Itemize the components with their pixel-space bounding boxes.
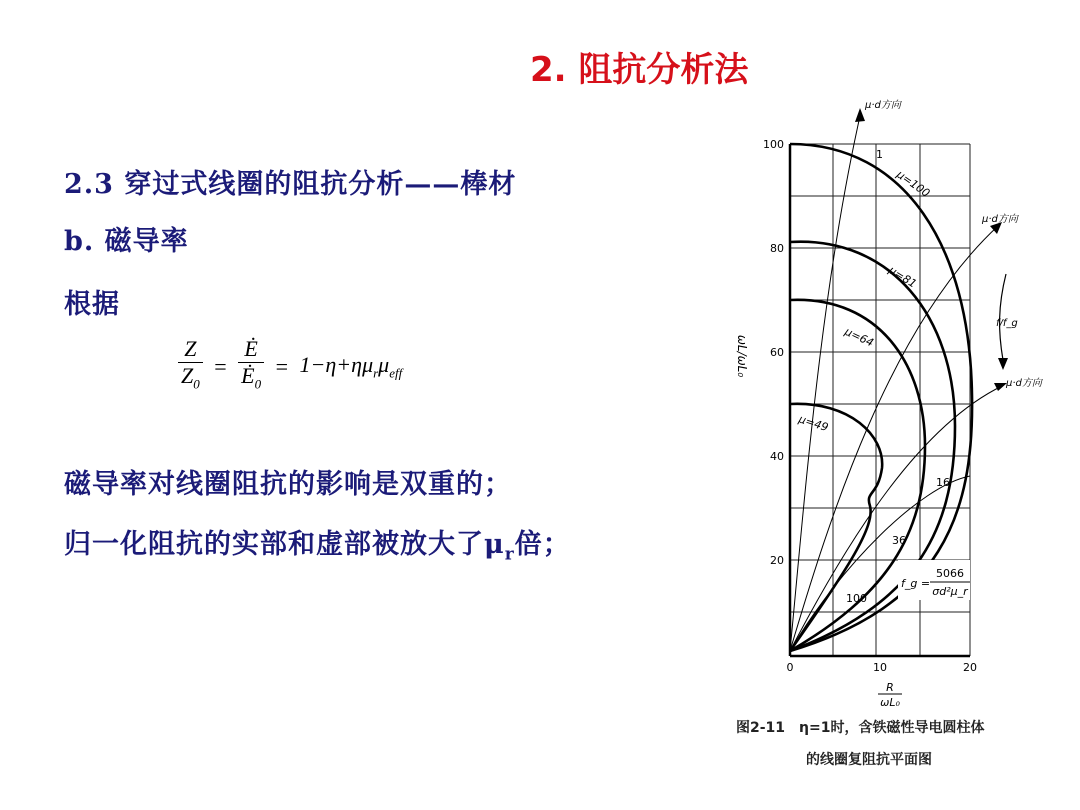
- x-axis-label-num: R: [886, 681, 894, 694]
- direction-label-right-2: μ·d方向: [1006, 378, 1042, 389]
- curve-mu-49: [790, 404, 882, 651]
- fg-formula-num: 5066: [936, 567, 964, 580]
- point-label-100: 100: [846, 592, 867, 605]
- fg-formula-lhs: f_g =: [901, 577, 931, 590]
- curve-label-mu-49: μ=49: [797, 412, 830, 435]
- fraction-z-denominator: $Z_0$: [181, 363, 200, 392]
- y-tick-20: 20: [770, 554, 784, 567]
- fraction-e-numerator: Ė: [238, 336, 264, 363]
- slide-title: 2. 阻抗分析法: [530, 50, 749, 90]
- fraction-e-denominator: $Ė_0$: [241, 363, 262, 392]
- point-label-1: 1: [876, 148, 883, 161]
- y-tick-60: 60: [770, 346, 784, 359]
- f-fg-arrow-line: [1000, 274, 1006, 360]
- fg-formula-den: σd²μ_r: [932, 585, 968, 598]
- subsection-heading: b. 磁导率: [64, 226, 189, 257]
- formula-rhs: $1-\eta+\eta\mu_r\mu_{eff}$: [299, 352, 403, 381]
- figure-condition: η=1时，含铁磁性导电圆柱体: [799, 720, 985, 736]
- curve-label-mu-64: μ=64: [842, 324, 876, 350]
- x-axis-label-den: ωL₀: [880, 696, 900, 709]
- section-heading: 2.3 穿过式线圈的阻抗分析——棒材: [64, 169, 517, 200]
- point-label-16: 16: [936, 476, 950, 489]
- x-tick-20: 20: [963, 661, 977, 674]
- intro-text: 根据: [64, 289, 120, 320]
- figure-caption-line-2: 的线圈复阻抗平面图: [806, 752, 932, 768]
- figure-number: 图2-11: [736, 720, 786, 736]
- point-label-36: 36: [892, 534, 906, 547]
- point-2: 归一化阻抗的实部和虚部被放大了$\mu_r$倍；: [64, 529, 571, 565]
- x-tick-10: 10: [873, 661, 887, 674]
- fraction-z: [178, 336, 203, 397]
- y-axis-label: ωL/ωL₀: [735, 334, 749, 378]
- figure-caption-line-1: [736, 717, 999, 737]
- fraction-e: [238, 336, 264, 397]
- equals-sign-2: =: [275, 353, 289, 379]
- fraction-z-numerator: Z: [178, 336, 203, 363]
- direction-label-right-1: μ·d方向: [982, 214, 1018, 225]
- impedance-formula: [178, 336, 402, 397]
- curve-label-mu-100: μ=100: [894, 167, 933, 200]
- direction-label-top: μ·d方向: [865, 100, 901, 111]
- impedance-plane-figure: [720, 96, 1065, 711]
- arrow-top: [855, 108, 865, 122]
- x-tick-0: 0: [786, 661, 794, 674]
- curve-label-mu-81: μ=81: [886, 263, 919, 291]
- point-1: 磁导率对线圈阻抗的影响是双重的；: [64, 469, 512, 500]
- f-fg-label: f/f_g: [996, 318, 1018, 329]
- y-tick-80: 80: [770, 242, 784, 255]
- equals-sign: =: [214, 353, 227, 379]
- y-tick-100: 100: [763, 138, 784, 151]
- y-tick-40: 40: [770, 450, 784, 463]
